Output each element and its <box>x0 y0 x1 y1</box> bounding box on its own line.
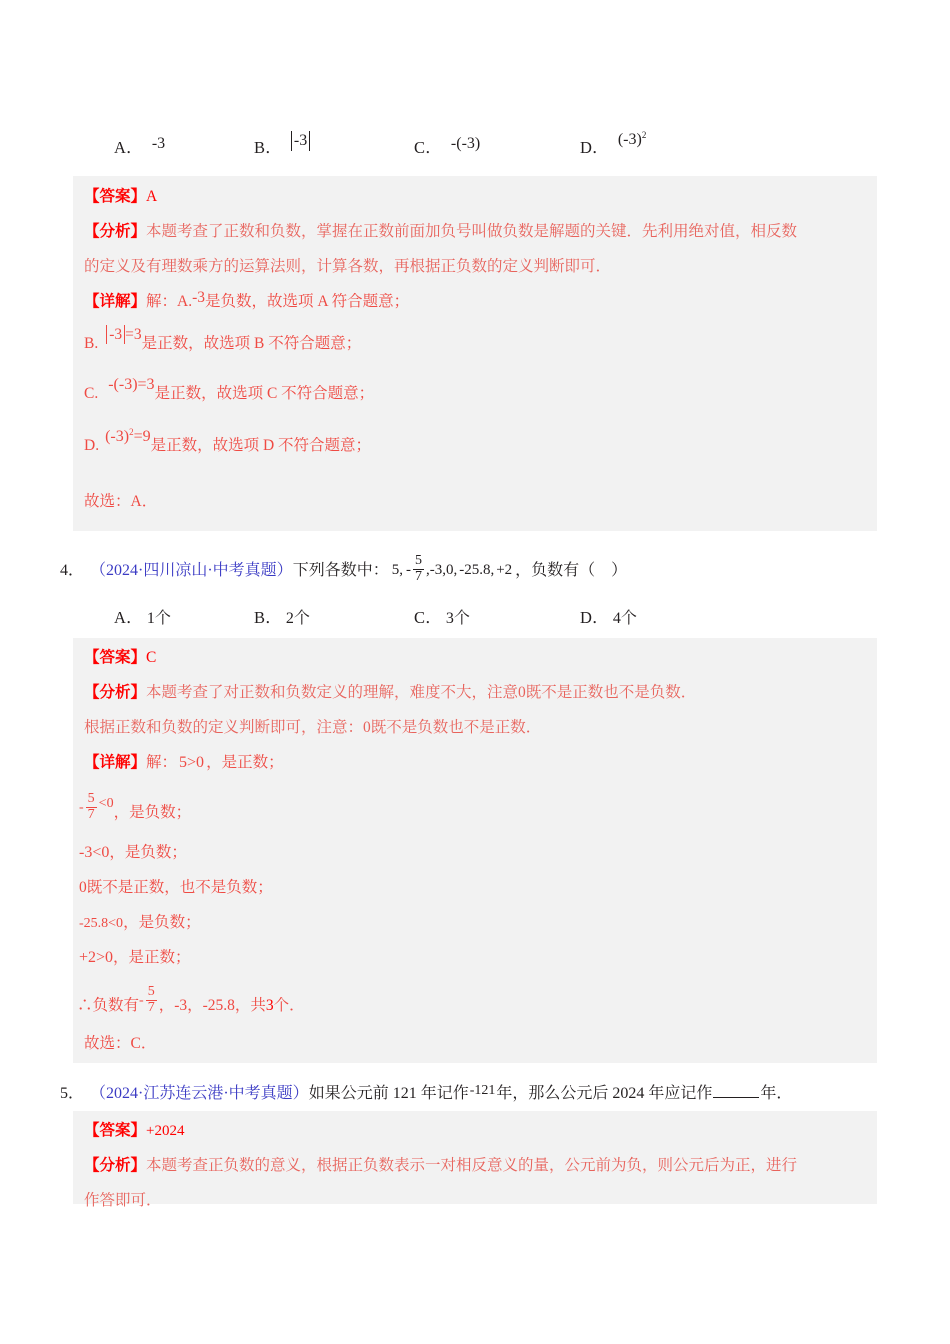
q3-answer-value: A <box>146 188 158 205</box>
fraction-denominator: 7 <box>87 806 95 822</box>
q4-stem <box>60 553 628 586</box>
analysis-tag: 【分析】 <box>84 1157 147 1174</box>
q4-option-d-value: 4个 <box>612 610 637 627</box>
q4-conclusion <box>84 1036 156 1052</box>
q3-analysis-line-1 <box>84 224 797 240</box>
fraction-denominator: 7 <box>414 568 422 584</box>
q3-detail-d-label: D. <box>84 437 100 454</box>
q4-line-2-text: ，是负数； <box>113 804 192 822</box>
q4-detail-line-5 <box>79 915 201 931</box>
fraction-5-over-7 <box>413 554 424 584</box>
q4-option-d[interactable] <box>580 604 637 628</box>
q3-detail-b-label: B. <box>84 334 99 352</box>
q3-detail-b-math <box>106 325 141 344</box>
q3-answer-line <box>84 189 157 205</box>
q3-detail-d-tail: =9 <box>133 428 151 445</box>
q4-answer-block <box>73 638 877 1063</box>
q4-number-list <box>392 555 512 585</box>
q4-line-7-suffix: 个． <box>273 997 305 1015</box>
q4-num-5: -25.8, <box>459 561 495 578</box>
q4-num-4: 0, <box>445 561 458 578</box>
answer-tag: 【答案】 <box>84 188 147 205</box>
q3-detail-line-b <box>84 325 362 353</box>
q4-line-4-text: 0既不是正数，也不是负数； <box>79 879 273 896</box>
q3-option-d-exponent: 2 <box>641 130 647 140</box>
q5-analysis-text-2: 作答即可． <box>84 1192 162 1209</box>
q4-source[interactable]: （2024·四川凉山·中考真题） <box>90 561 293 579</box>
q4-conclusion-text: 故选：C． <box>84 1035 157 1052</box>
q3-option-c[interactable] <box>414 134 480 158</box>
q4-line-7-count: 3 <box>265 997 274 1015</box>
q4-answer-line <box>84 650 156 666</box>
q4-option-b[interactable] <box>254 604 310 628</box>
q3-detail-d-math <box>105 426 151 445</box>
q4-detail-line-6 <box>79 950 191 966</box>
q3-analysis-text-2: 的定义及有理数乘方的运算法则，计算各数，再根据正负数的定义判断即可． <box>84 258 612 275</box>
q4-option-c-value: 3个 <box>445 610 470 627</box>
q4-detail-line-1 <box>84 755 284 771</box>
q4-line-2-math <box>79 793 114 823</box>
q3-option-a-label: A． <box>114 138 143 157</box>
q5-number: 5． <box>60 1085 85 1102</box>
q3-detail-c-text: 是正数，故选项 C 不符合题意； <box>154 385 375 402</box>
q5-answer-value: +2024 <box>146 1123 185 1139</box>
q5-stem-part-3: 年． <box>760 1085 793 1102</box>
q3-detail-a-text: 是负数，故选项 A 符合题意； <box>205 293 410 310</box>
q5-answer-blank[interactable] <box>713 1085 759 1098</box>
q4-analysis-text-2: 根据正数和负数的定义判断即可，注意：0既不是负数也不是正数． <box>84 719 542 736</box>
q3-analysis-text-1: 本题考查了正数和负数，掌握在正数前面加负号叫做负数是解题的关键．先利用绝对值，相反数 <box>146 223 798 240</box>
q4-line-5-math: -25.8<0 <box>79 916 124 931</box>
q3-detail-c-label: C. <box>84 385 99 402</box>
q3-option-d-base: (-3) <box>617 131 642 148</box>
q4-line-3-math: -3<0 <box>79 844 110 861</box>
q3-answer-block <box>73 176 877 531</box>
q3-option-a[interactable] <box>114 134 165 158</box>
q5-stem-math: -121 <box>469 1083 496 1098</box>
q3-detail-d-text: 是正数，故选项 D 不符合题意； <box>150 437 372 454</box>
q4-line-2-tail: <0 <box>98 796 114 812</box>
q4-line-7-mid: ，-3，-25.8，共 <box>158 997 266 1015</box>
q4-num-1: 5, <box>391 561 403 578</box>
q4-line-7-math <box>139 986 159 1016</box>
q3-detail-line-a <box>84 289 410 310</box>
q3-option-b-value <box>291 131 310 151</box>
q3-detail-line-c <box>84 376 375 402</box>
q4-option-b-label: B． <box>254 608 282 627</box>
q4-analysis-line-2 <box>84 720 541 736</box>
q4-line-3-text: ，是负数； <box>109 844 187 861</box>
q4-answer-value: C <box>146 649 157 666</box>
q4-option-a-label: A． <box>114 608 143 627</box>
q4-stem-after: ，负数有（ ） <box>515 561 628 579</box>
q5-answer-block <box>73 1111 877 1209</box>
absolute-value-bars: -3 <box>106 325 125 344</box>
analysis-tag: 【分析】 <box>84 223 147 240</box>
q4-line-1-math: 5>0 <box>179 754 205 771</box>
q4-detail-line-3 <box>79 845 187 861</box>
q5-analysis-line-1 <box>84 1158 797 1174</box>
q4-line-1-text: ，是正数； <box>206 754 284 771</box>
q3-detail-line-d <box>84 426 372 454</box>
q3-detail-d-exponent: 2 <box>129 426 134 437</box>
q4-num-2-sign: - <box>405 561 411 578</box>
q4-analysis-text-1: 本题考查了对正数和负数定义的理解，难度不大，注意0既不是正数也不是负数． <box>146 684 697 701</box>
q3-option-c-label: C． <box>414 138 442 157</box>
q3-detail-a-math: -3 <box>192 289 206 306</box>
q4-line-2-sign: - <box>79 800 84 816</box>
q3-option-d[interactable] <box>580 130 647 158</box>
q5-stem-part-1: 如果公元前 121 年记作 <box>308 1085 469 1102</box>
q4-line-6-text: ，是正数； <box>113 949 191 966</box>
q3-option-d-value <box>618 131 646 149</box>
q4-option-c[interactable] <box>414 604 470 628</box>
detail-tag: 【详解】 <box>84 754 147 771</box>
q5-stem-part-2: 年，那么公元后 2024 年应记作 <box>496 1085 713 1102</box>
q4-line-7-prefix: ∴负数有 <box>77 997 140 1015</box>
analysis-tag: 【分析】 <box>84 684 147 701</box>
q3-conclusion-text: 故选：A． <box>84 493 158 510</box>
q4-option-a[interactable] <box>114 604 171 628</box>
q3-option-b-label: B． <box>254 138 282 157</box>
q4-option-a-value: 1个 <box>146 610 171 627</box>
q3-option-a-value: -3 <box>151 135 166 152</box>
q4-options-row <box>72 602 882 636</box>
q5-analysis-text-1: 本题考查正负数的意义，根据正负数表示一对相反意义的量，公元前为负，则公元后为正，进行 <box>146 1157 798 1174</box>
q3-detail-b-text: 是正数，故选项 B 不符合题意； <box>141 334 362 352</box>
fraction-numerator: 5 <box>414 553 422 568</box>
fraction-denominator: 7 <box>147 999 155 1015</box>
answer-tag: 【答案】 <box>84 1122 147 1139</box>
q4-option-c-label: C． <box>414 608 442 627</box>
q4-detail-line-4 <box>79 880 273 896</box>
fraction-numerator: 5 <box>87 791 95 806</box>
q4-line-6-math: +2>0 <box>79 949 114 966</box>
q3-detail-lead: 解：A. <box>146 293 193 310</box>
q5-source[interactable]: （2024·江苏连云港·中考真题） <box>90 1085 309 1102</box>
absolute-value-bars: -3 <box>291 131 310 151</box>
q5-analysis-line-2 <box>84 1193 162 1209</box>
q4-detail-line-2 <box>79 793 191 823</box>
q4-detail-line-7 <box>77 986 305 1016</box>
q4-num-6: +2 <box>496 561 513 578</box>
q4-detail-lead: 解： <box>146 754 178 771</box>
fraction-numerator: 5 <box>147 984 155 999</box>
q4-stem-before: 下列各数中： <box>292 561 389 579</box>
answer-tag: 【答案】 <box>84 649 147 666</box>
q3-option-d-label: D． <box>580 138 609 157</box>
q3-option-c-value: -(-3) <box>450 135 481 152</box>
fraction-5-over-7 <box>146 985 157 1015</box>
q5-answer-line <box>84 1123 184 1139</box>
q4-option-d-label: D． <box>580 608 609 627</box>
q4-num-3: ,-3, <box>425 561 446 578</box>
q4-line-5-text: ，是负数； <box>123 914 201 931</box>
q4-line-7-sign: - <box>139 993 144 1009</box>
detail-tag: 【详解】 <box>84 293 147 310</box>
q3-options-row <box>72 128 882 162</box>
q5-stem <box>60 1080 792 1103</box>
q3-conclusion <box>84 494 157 510</box>
q3-option-b[interactable] <box>254 134 310 159</box>
q4-option-b-value: 2个 <box>285 610 310 627</box>
fraction-5-over-7 <box>86 792 97 822</box>
q3-analysis-line-2 <box>84 259 611 275</box>
q4-analysis-line-1 <box>84 685 696 701</box>
q3-detail-d-base: (-3) <box>105 428 130 445</box>
q3-detail-c-math: -(-3)=3 <box>108 376 155 393</box>
q3-detail-b-math-tail: =3 <box>125 325 142 343</box>
q4-number: 4． <box>60 561 85 579</box>
